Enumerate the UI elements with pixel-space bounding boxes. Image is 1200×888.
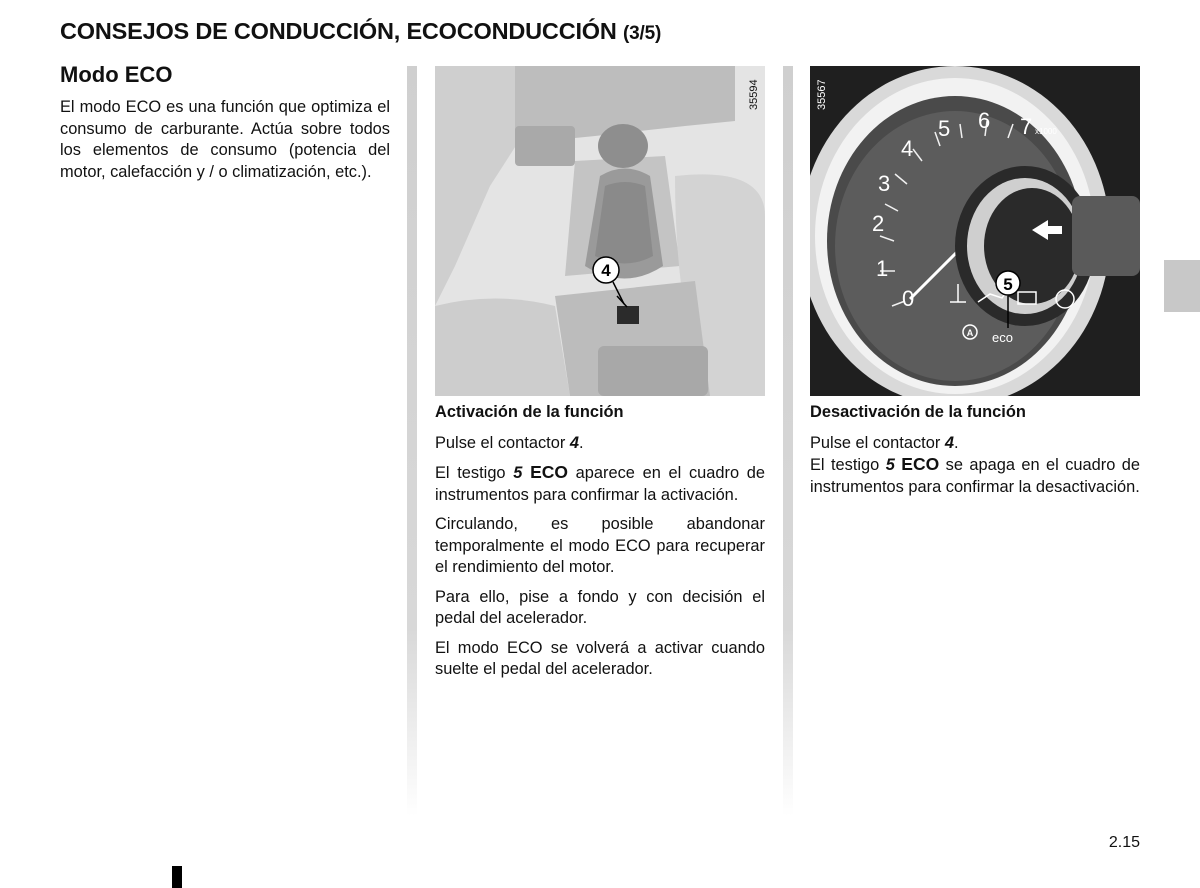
figure-ref-right: 35567 (816, 79, 828, 110)
indicator-ref-number: 5 (513, 464, 523, 482)
eco-indicator: eco (992, 330, 1013, 345)
gauge-num-1: 1 (876, 256, 889, 281)
gauge-unit: x1000 (1035, 127, 1057, 136)
deactivation-step-1-text: Pulse el contactor (810, 433, 945, 452)
activation-heading: Activación de la función (435, 403, 624, 421)
eco-label: ECO (901, 454, 940, 474)
activation-paragraph-3: Circulando, es posible abandonar temporalmente el modo ECO para recuperar el rendimiento del motor. (435, 515, 765, 576)
deactivation-indicator-pre: El testigo (810, 456, 886, 474)
section-heading: Modo ECO (60, 62, 173, 87)
activation-paragraph-4: Para ello, pise a fondo y con decisión el pedal del acelerador. (435, 587, 765, 627)
tachometer-illustration (810, 66, 1140, 396)
gauge-num-7: 7 (1020, 114, 1033, 139)
deactivation-indicator-paragraph (810, 454, 1140, 498)
deactivation-step-1 (810, 433, 1140, 455)
eco-label: ECO (530, 462, 568, 482)
deactivation-heading: Desactivación de la función (810, 403, 1026, 421)
column-divider-right (783, 66, 793, 816)
callout-4: 4 (601, 261, 611, 280)
page-title-text: CONSEJOS DE CONDUCCIÓN, ECOCONDUCCIÓN (60, 18, 617, 44)
print-crop-mark (172, 866, 182, 888)
activation-indicator-paragraph (435, 462, 765, 506)
activation-indicator-pre: El testigo (435, 464, 514, 482)
figure-ref-left: 35594 (748, 79, 760, 110)
activation-step-1 (435, 433, 765, 455)
console-photo (435, 66, 765, 396)
switch-ref-number: 4 (944, 433, 954, 452)
column-divider-left (407, 66, 417, 816)
activation-paragraph-5: El modo ECO se volverá a activar cuando suelte el pedal del acelerador. (435, 638, 765, 678)
gauge-num-2: 2 (872, 211, 885, 236)
deactivation-column (810, 402, 1140, 506)
gauge-num-4: 4 (901, 136, 914, 161)
page-number: 2.15 (1108, 834, 1140, 851)
switch-ref-number: 4 (569, 433, 579, 452)
cluster-photo (810, 66, 1140, 396)
console-illustration (435, 66, 765, 396)
auto-indicator: A (966, 328, 974, 338)
page-title-part: (3/5) (623, 23, 662, 44)
chapter-tab (1164, 260, 1200, 312)
gauge-num-6: 6 (978, 108, 991, 133)
callout-5: 5 (1003, 275, 1013, 294)
gauge-num-3: 3 (878, 171, 891, 196)
activation-column (435, 402, 765, 689)
activation-indicator-post: aparece en el cuadro de instrumentos para confirmar la activación. (435, 464, 765, 504)
deactivation-indicator-post: se apaga en el cuadro de instrumentos para confirmar la desactivación. (810, 456, 1140, 496)
gauge-num-5: 5 (938, 116, 951, 141)
gauge-num-0: 0 (902, 286, 915, 311)
intro-paragraph: El modo ECO es una función que optimiza el consumo de carburante. Actúa sobre todos los elementos de consumo (potencia del motor, calefacción y / o climatización, etc.). (60, 98, 390, 181)
activation-step-1-end: . (578, 433, 584, 452)
page-title (60, 18, 661, 45)
activation-step-1-text: Pulse el contactor (435, 433, 570, 452)
indicator-ref-number: 5 (885, 456, 895, 474)
deactivation-step-1-end: . (953, 433, 959, 452)
